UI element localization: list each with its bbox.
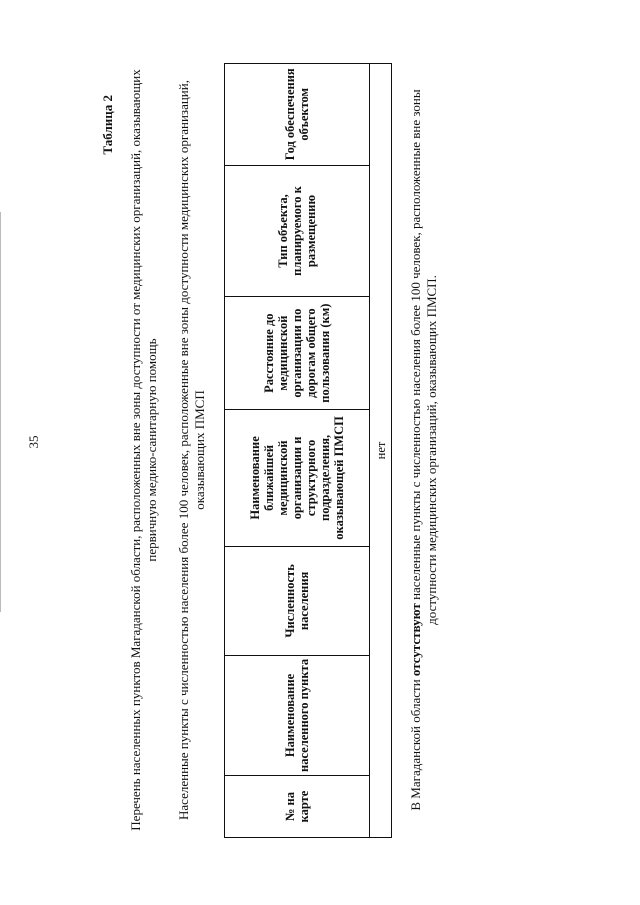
footnote xyxy=(408,65,440,835)
footnote-prefix: В Магаданской области xyxy=(408,676,423,811)
table-row xyxy=(370,64,392,838)
table-label: Таблица 2 xyxy=(100,95,115,155)
empty-cell: нет xyxy=(370,64,392,838)
header-nearest-organization: Наименование ближайшей медицинской организации и структурного подразделения, оказывающей ПМСП xyxy=(225,409,370,546)
header-population: Численность населения xyxy=(225,547,370,656)
page-number: 35 xyxy=(26,435,41,449)
header-distance: Расстояние до медицинской организации по дорогам общего пользования (км) xyxy=(225,297,370,409)
header-settlement-name: Наименование населенного пункта xyxy=(225,655,370,775)
header-object-type: Тип объекта, планируемого к размещению xyxy=(225,165,370,297)
table-subtitle: Населенные пункты с численностью населения более 100 человек, расположенные вне зоны доступности медицинских организаций, оказывающих ПМСП xyxy=(176,80,207,820)
header-row xyxy=(225,64,370,838)
header-map-number: № на карте xyxy=(225,776,370,838)
footnote-bold: отсутствуют xyxy=(408,603,423,677)
footnote-suffix: населенные пункты с численностью населения более 100 человек, расположенные вне зоны доступности медицинских организаций, оказывающих ПМСП. xyxy=(408,89,439,625)
data-table xyxy=(224,63,392,838)
table-title: Перечень населенных пунктов Магаданской области, расположенных вне зоны доступности от медицинских организаций, оказывающих первичную медико-санитарную помощь xyxy=(128,69,159,831)
header-year: Год обеспечения объектом xyxy=(225,64,370,166)
